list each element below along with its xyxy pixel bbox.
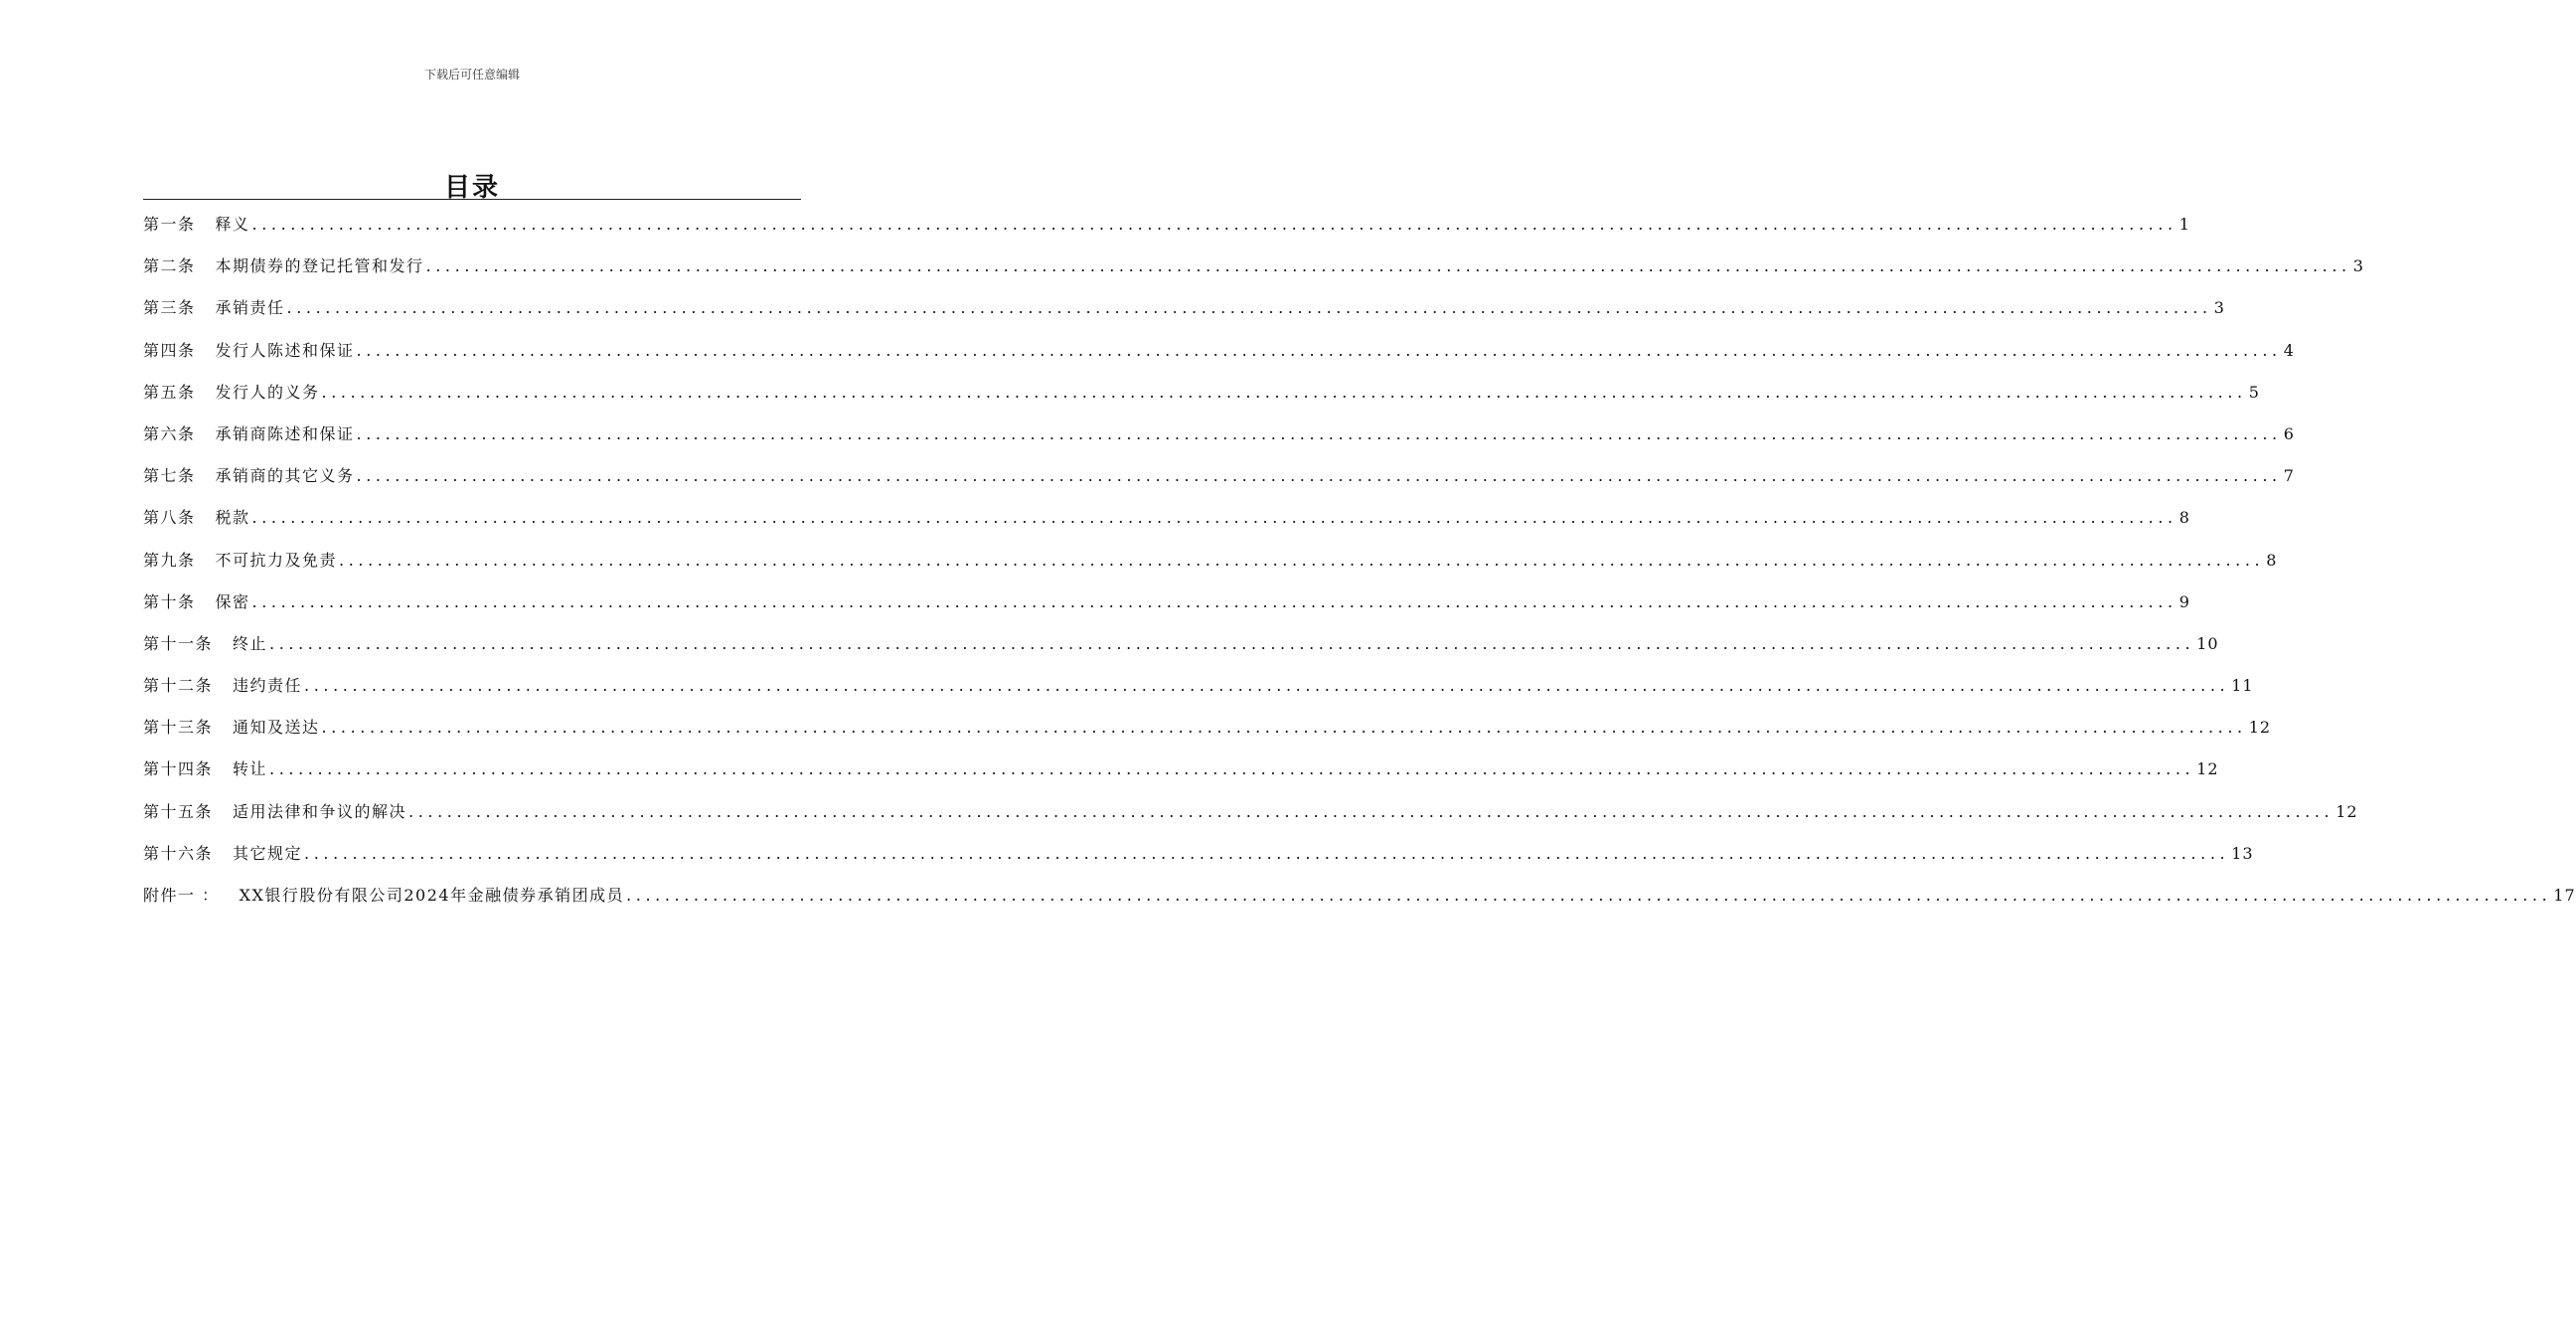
toc-entry-title: 通知及送达 <box>233 718 320 738</box>
toc-entry-number: 第五条 <box>143 382 196 402</box>
toc-dot-leader: ........................................................................................................................................................................................................ <box>304 843 2230 863</box>
toc-page-number: 3 <box>2213 298 2225 318</box>
toc-page-number: 12 <box>2196 759 2219 779</box>
toc-entry[interactable] <box>143 251 2364 293</box>
toc-page-number: 12 <box>2248 718 2272 738</box>
toc-dot-leader: ........................................................................................................................................................................................................ <box>339 550 2265 570</box>
toc-entry[interactable] <box>143 336 2295 378</box>
toc-page-number: 5 <box>2248 382 2260 402</box>
toc-entry[interactable] <box>143 378 2260 419</box>
toc-entry-number: 第一条 <box>143 215 196 234</box>
toc-page-number: 6 <box>2283 423 2295 443</box>
toc-entry-title: 违约责任 <box>233 676 303 696</box>
toc-dot-leader: ........................................................................................................................................................................................................ <box>408 801 2334 821</box>
toc-entry[interactable] <box>143 754 2219 796</box>
toc-dot-leader: ........................................................................................................................................................................................................ <box>251 215 2177 234</box>
toc-entry[interactable] <box>143 797 2358 839</box>
toc-title: 目录 <box>443 173 500 203</box>
toc-dot-leader: ........................................................................................................................................................................................................ <box>425 256 2351 276</box>
toc-entry-number: 第十五条 <box>143 801 214 821</box>
toc-dot-leader: ........................................................................................................................................................................................................ <box>269 759 2195 779</box>
toc-entry-title: 保密 <box>215 591 250 611</box>
toc-entry[interactable] <box>143 419 2295 461</box>
toc-entry-title: 承销商的其它义务 <box>215 466 355 486</box>
toc-entry-title: XX银行股份有限公司2024年金融债券承销团成员 <box>239 886 625 905</box>
toc-entry-title: 发行人的义务 <box>215 382 320 402</box>
toc-page-number: 7 <box>2283 466 2295 486</box>
toc-page-number: 12 <box>2335 801 2358 821</box>
toc-entry-title: 承销商陈述和保证 <box>215 423 355 443</box>
toc-entry-number: 第十六条 <box>143 843 214 863</box>
toc-entry-title: 不可抗力及免责 <box>215 550 338 570</box>
toc-entry-title: 税款 <box>215 508 250 528</box>
title-divider <box>143 199 801 200</box>
toc-entry-title: 转让 <box>233 759 268 779</box>
toc-entry[interactable] <box>143 546 2278 587</box>
toc-page-number: 17 <box>2553 886 2576 905</box>
toc-entry[interactable] <box>143 587 2190 629</box>
toc-entry-title: 本期债券的登记托管和发行 <box>215 256 424 276</box>
table-of-contents <box>143 210 2576 922</box>
toc-entry-number: 第十条 <box>143 591 196 611</box>
toc-dot-leader: ........................................................................................................................................................................................................ <box>286 298 2212 318</box>
toc-page-number: 3 <box>2352 256 2364 276</box>
toc-entry[interactable] <box>143 839 2254 881</box>
toc-entry-title: 适用法律和争议的解决 <box>233 801 407 821</box>
toc-entry[interactable] <box>143 461 2295 503</box>
toc-page-number: 1 <box>2178 215 2190 234</box>
toc-entry-number: 第十二条 <box>143 676 214 696</box>
toc-dot-leader: ........................................................................................................................................................................................................ <box>356 423 2282 443</box>
toc-entry[interactable] <box>143 503 2190 545</box>
toc-dot-leader: ........................................................................................................................................................................................................ <box>321 718 2247 738</box>
toc-page-number: 10 <box>2196 633 2219 653</box>
toc-dot-leader: ........................................................................................................................................................................................................ <box>356 340 2282 360</box>
toc-entry-number: 第十一条 <box>143 633 214 653</box>
toc-entry-number: 第四条 <box>143 340 196 360</box>
toc-dot-leader: ........................................................................................................................................................................................................ <box>251 591 2177 611</box>
toc-page-number: 8 <box>2178 508 2190 528</box>
toc-entry[interactable] <box>143 210 2190 251</box>
page-header: 下载后可任意编辑 <box>423 68 520 82</box>
toc-entry-number: 第三条 <box>143 298 196 318</box>
toc-entry-number: 第二条 <box>143 256 196 276</box>
toc-entry[interactable] <box>143 671 2254 713</box>
toc-entry[interactable] <box>143 293 2225 335</box>
toc-page-number: 11 <box>2231 676 2254 696</box>
toc-entry-number: 第七条 <box>143 466 196 486</box>
toc-entry-title: 其它规定 <box>233 843 303 863</box>
toc-entry-title: 终止 <box>233 633 268 653</box>
toc-entry-number: 第八条 <box>143 508 196 528</box>
toc-entry[interactable] <box>143 629 2219 671</box>
toc-entry-title: 释义 <box>215 215 250 234</box>
toc-entry-number: 第六条 <box>143 423 196 443</box>
toc-page-number: 9 <box>2178 591 2190 611</box>
toc-dot-leader: ........................................................................................................................................................................................................ <box>251 508 2177 528</box>
toc-entry-number: 附件一 ： <box>143 886 220 905</box>
toc-dot-leader: ........................................................................................................................................................................................................ <box>269 633 2195 653</box>
toc-dot-leader: ........................................................................................................................................................................................................ <box>321 382 2247 402</box>
toc-dot-leader: ........................................................................................................................................................................................................ <box>626 886 2552 905</box>
toc-page-number: 4 <box>2283 340 2295 360</box>
toc-entry-number: 第十四条 <box>143 759 214 779</box>
toc-entry-number: 第九条 <box>143 550 196 570</box>
toc-entry-number: 第十三条 <box>143 718 214 738</box>
toc-entry-title: 承销责任 <box>215 298 285 318</box>
toc-entry[interactable] <box>143 881 2576 922</box>
toc-entry-title: 发行人陈述和保证 <box>215 340 355 360</box>
toc-page-number: 13 <box>2231 843 2254 863</box>
toc-page-number: 8 <box>2266 550 2278 570</box>
toc-dot-leader: ........................................................................................................................................................................................................ <box>304 676 2230 696</box>
toc-dot-leader: ........................................................................................................................................................................................................ <box>356 466 2282 486</box>
toc-entry[interactable] <box>143 713 2272 754</box>
